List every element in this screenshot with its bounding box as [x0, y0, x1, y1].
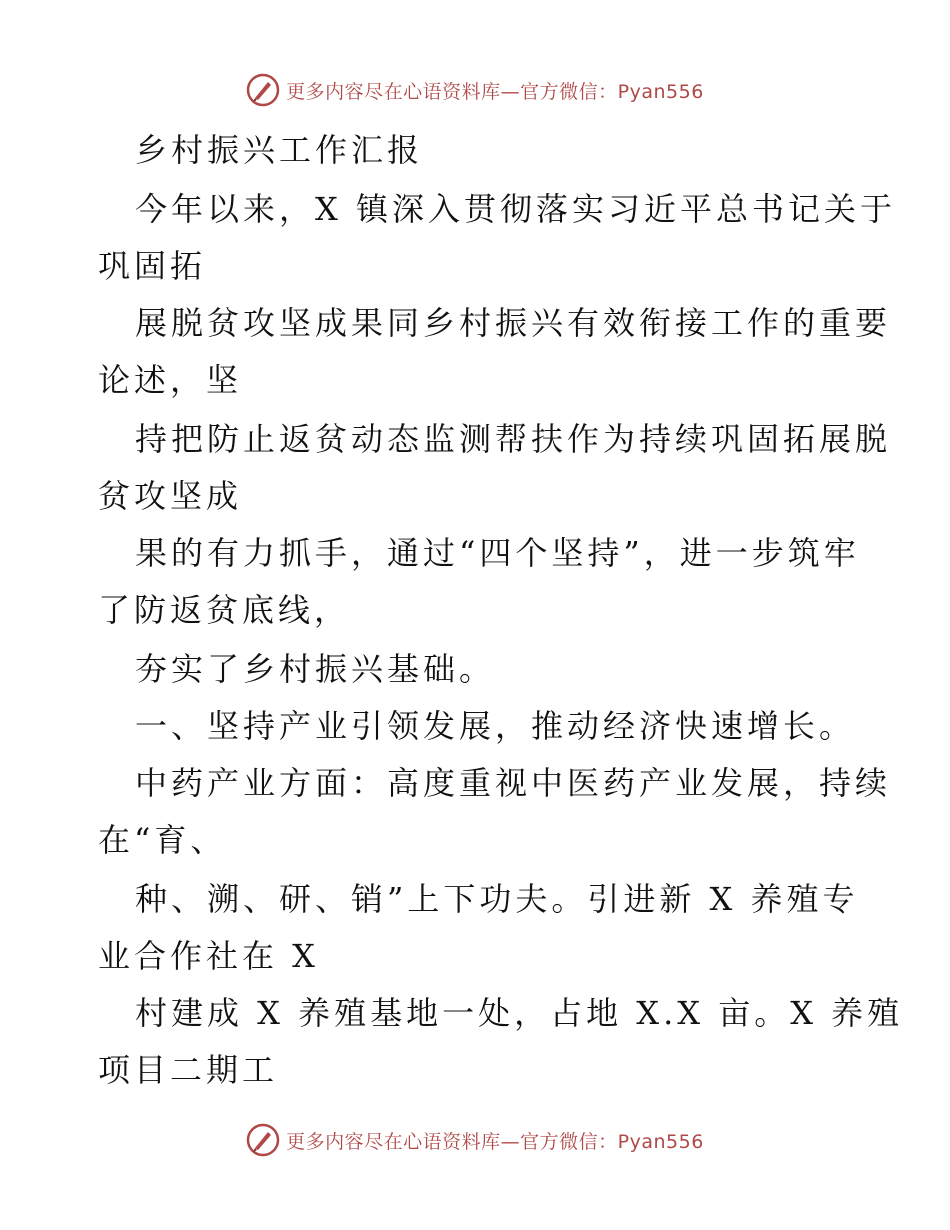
- paragraph-line: 种、溯、研、销”上下功夫。引进新 X 养殖专: [135, 880, 859, 918]
- paragraph-line: 展脱贫攻坚成果同乡村振兴有效衔接工作的重要: [135, 304, 892, 342]
- document-title: 乡村振兴工作汇报: [135, 131, 424, 169]
- paragraph-line: 业合作社在 X: [98, 937, 319, 975]
- paragraph-line: 果的有力抓手，通过“四个坚持”，进一步筑牢: [135, 534, 860, 572]
- banner-text: 更多内容尽在心语资料库—官方微信：Pyan556: [286, 80, 704, 103]
- paragraph-line: 持把防止返贫动态监测帮扶作为持续巩固拓展脱: [135, 420, 892, 458]
- paragraph-line: 了防返贫底线，: [98, 591, 351, 629]
- footer-banner: [0, 1120, 950, 1160]
- paragraph-line: 论述，坚: [98, 361, 243, 399]
- header-banner: [0, 70, 950, 110]
- paragraph-line: 夯实了乡村振兴基础。: [135, 650, 496, 688]
- banner-content: [246, 73, 704, 107]
- paragraph-line: 村建成 X 养殖基地一处，占地 X.X 亩。X 养殖: [135, 994, 904, 1032]
- paragraph-line: 中药产业方面：高度重视中医药产业发展，持续: [135, 764, 892, 802]
- quill-pen-logo-icon: [246, 1123, 280, 1157]
- paragraph-line: 贫攻坚成: [98, 477, 243, 515]
- banner-text: 更多内容尽在心语资料库—官方微信：Pyan556: [286, 1130, 704, 1153]
- paragraph-line: 今年以来，X 镇深入贯彻落实习近平总书记关于: [135, 190, 896, 228]
- banner-content: [246, 1123, 704, 1157]
- paragraph-line: 巩固拓: [98, 247, 207, 285]
- section-heading: 一、坚持产业引领发展，推动经济快速增长。: [135, 707, 856, 745]
- quill-pen-logo-icon: [246, 73, 280, 107]
- paragraph-line: 在“育、: [98, 821, 227, 859]
- paragraph-line: 项目二期工: [98, 1051, 279, 1089]
